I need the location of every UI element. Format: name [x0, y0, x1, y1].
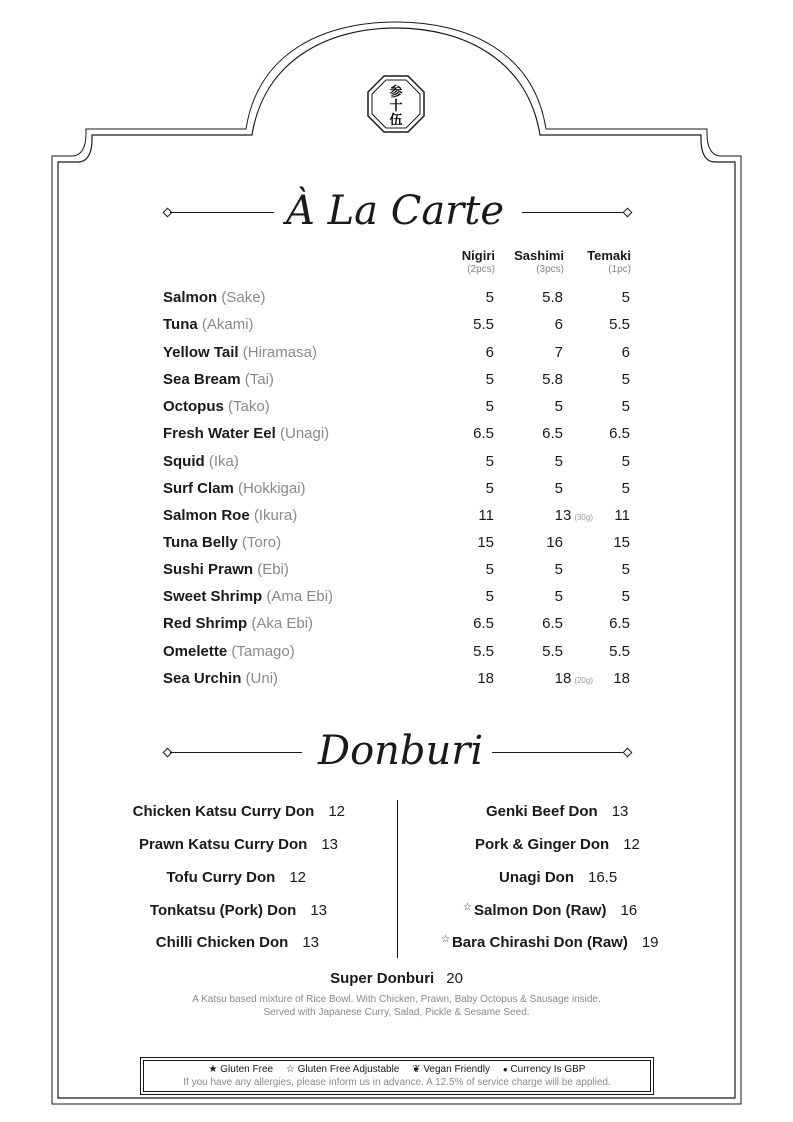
donburi-price: 19	[641, 934, 659, 951]
column-qty: (3pcs)	[536, 264, 564, 275]
price-nigiri: 15	[477, 534, 494, 551]
menu-item	[163, 507, 643, 527]
price-temaki: 6.5	[609, 425, 630, 442]
portion-note: (20g)	[574, 676, 593, 685]
donburi-item	[499, 869, 617, 886]
price-sashimi	[503, 615, 563, 632]
price-nigiri: 5	[485, 398, 494, 415]
item-japanese-name: (Ikura)	[253, 507, 298, 524]
donburi-name: Prawn Katsu Curry Don	[138, 836, 308, 853]
price-temaki: 6.5	[609, 615, 630, 632]
legend-label: Currency Is GBP	[510, 1064, 586, 1075]
price-nigiri: 6	[485, 344, 494, 361]
filled-star-icon: ★	[208, 1064, 218, 1075]
column-qty: (2pcs)	[467, 264, 495, 275]
item-japanese-name: (Hokkigai)	[238, 480, 306, 497]
menu-item	[163, 615, 643, 635]
item-name: Salmon	[163, 289, 218, 306]
price-sashimi-value: 16	[546, 534, 563, 551]
portion-note: (30g)	[574, 513, 593, 522]
price-sashimi	[503, 480, 563, 497]
item-japanese-name: (Ika)	[208, 453, 239, 470]
donburi-price: 12	[328, 803, 345, 820]
donburi-price: 13	[302, 934, 319, 951]
menu-item	[163, 425, 643, 445]
item-name: Omelette	[163, 643, 228, 660]
donburi-item	[441, 934, 659, 951]
item-name-wrap	[163, 316, 254, 333]
donburi-column-divider	[397, 800, 398, 958]
price-sashimi-value: 18	[554, 670, 572, 687]
heading-rule-right	[522, 212, 624, 213]
legend-label: Gluten Free	[220, 1064, 274, 1075]
price-sashimi-value: 5	[554, 561, 563, 578]
price-temaki: 11	[614, 507, 630, 524]
price-sashimi-value: 5	[554, 480, 563, 497]
price-temaki: 5	[621, 480, 630, 497]
price-sashimi	[503, 643, 563, 660]
donburi-name: Tofu Curry Don	[166, 869, 276, 886]
special-donburi	[0, 970, 793, 987]
price-sashimi-value: 13	[554, 507, 572, 524]
price-sashimi	[503, 316, 563, 333]
column-header-temaki	[551, 248, 631, 275]
donburi-item	[486, 803, 628, 820]
price-nigiri: 6.5	[473, 615, 494, 632]
item-japanese-name: (Uni)	[245, 670, 279, 687]
donburi-name: Bara Chirashi Don (Raw)	[451, 934, 628, 951]
price-nigiri: 5.5	[473, 316, 494, 333]
menu-item	[163, 316, 643, 336]
currency-icon: ●	[502, 1065, 508, 1074]
column-name: Temaki	[587, 248, 631, 263]
legend-gluten-free-adjustable	[286, 1064, 399, 1075]
item-name: Sweet Shrimp	[163, 588, 263, 605]
price-temaki: 5	[621, 398, 630, 415]
item-japanese-name: (Akami)	[201, 316, 254, 333]
donburi-item	[150, 902, 327, 919]
item-name-wrap	[163, 507, 297, 524]
item-name-wrap	[163, 670, 278, 687]
donburi-price: 13	[310, 902, 327, 919]
special-desc-line-2: Served with Japanese Curry, Salad, Pickle & Sesame Seed.	[263, 1007, 530, 1018]
price-sashimi	[503, 344, 563, 361]
price-sashimi	[503, 398, 563, 415]
price-sashimi-value: 5.5	[542, 643, 563, 660]
item-japanese-name: (Aka Ebi)	[251, 615, 314, 632]
column-qty: (1pc)	[608, 264, 631, 275]
price-sashimi	[503, 534, 563, 551]
donburi-item	[475, 836, 640, 853]
item-name-wrap	[163, 588, 333, 605]
item-name: Sea Urchin	[163, 670, 242, 687]
logo-char-3: 伍	[389, 113, 403, 128]
item-name: Sushi Prawn	[163, 561, 254, 578]
leaf-icon: ❦	[412, 1064, 421, 1075]
donburi-name: Unagi Don	[499, 869, 574, 886]
item-japanese-name: (Toro)	[241, 534, 282, 551]
donburi-name: Pork & Ginger Don	[475, 836, 610, 853]
special-desc-line-1: A Katsu based mixture of Rice Bowl. With Chicken, Prawn, Baby Octopus & Sausage inside.	[192, 994, 601, 1005]
price-temaki: 5.5	[609, 643, 630, 660]
item-name: Tuna Belly	[163, 534, 238, 551]
donburi-price: 12	[623, 836, 640, 853]
price-temaki: 5	[621, 453, 630, 470]
price-temaki: 5	[621, 289, 630, 306]
price-nigiri: 5	[485, 561, 494, 578]
price-sashimi	[503, 561, 563, 578]
menu-item	[163, 453, 643, 473]
special-name: Super Donburi	[330, 970, 435, 987]
item-name-wrap	[163, 453, 239, 470]
price-sashimi	[503, 588, 563, 605]
item-name: Yellow Tail	[163, 344, 239, 361]
price-nigiri: 5	[485, 588, 494, 605]
menu-item	[163, 588, 643, 608]
legend-label: Gluten Free Adjustable	[297, 1064, 400, 1075]
donburi-item	[166, 869, 306, 886]
heading-rule-left	[170, 752, 302, 753]
heading-rule-left	[170, 212, 274, 213]
legend-vegan-friendly	[412, 1064, 490, 1075]
item-name-wrap	[163, 534, 281, 551]
price-sashimi-value: 6.5	[542, 425, 563, 442]
price-sashimi-value: 5.8	[542, 371, 563, 388]
price-nigiri: 5	[485, 289, 494, 306]
donburi-price: 13	[321, 836, 338, 853]
menu-item	[163, 561, 643, 581]
price-temaki: 5.5	[609, 316, 630, 333]
price-temaki: 18	[613, 670, 630, 687]
outline-star-icon: ☆	[463, 902, 472, 913]
legend-label: Vegan Friendly	[423, 1064, 491, 1075]
donburi-price: 13	[611, 803, 629, 820]
price-temaki: 6	[621, 344, 630, 361]
item-name-wrap	[163, 344, 317, 361]
item-name: Fresh Water Eel	[163, 425, 276, 442]
dietary-legend	[140, 1064, 654, 1075]
price-sashimi-value: 5.8	[542, 289, 563, 306]
price-temaki: 5	[621, 371, 630, 388]
column-name: Sashimi	[514, 248, 564, 263]
item-japanese-name: (Tako)	[228, 398, 270, 415]
price-sashimi	[503, 289, 563, 306]
price-temaki: 5	[621, 561, 630, 578]
price-nigiri: 5.5	[473, 643, 494, 660]
legend-gluten-free	[209, 1064, 274, 1075]
column-header-nigiri	[415, 248, 495, 275]
donburi-price: 16.5	[588, 869, 618, 886]
item-name: Octopus	[163, 398, 224, 415]
menu-item	[163, 289, 643, 309]
item-japanese-name: (Unagi)	[280, 425, 330, 442]
item-japanese-name: (Tai)	[244, 371, 274, 388]
item-japanese-name: (Tamago)	[231, 643, 295, 660]
item-name-wrap	[163, 398, 270, 415]
price-sashimi-value: 6.5	[542, 615, 563, 632]
menu-item	[163, 670, 643, 690]
donburi-name: Chilli Chicken Don	[155, 934, 289, 951]
price-sashimi-value: 7	[554, 344, 563, 361]
heading-rule-right	[492, 752, 624, 753]
item-japanese-name: (Sake)	[221, 289, 266, 306]
price-sashimi-value: 5	[554, 453, 563, 470]
price-sashimi-value: 5	[554, 588, 563, 605]
restaurant-logo-icon	[366, 74, 426, 134]
item-name-wrap	[163, 289, 266, 306]
price-sashimi-value: 6	[554, 316, 563, 333]
allergy-note: If you have any allergies, please inform us in advance. A 12.5% of service charge will be applied.	[183, 1077, 611, 1088]
donburi-item	[156, 934, 319, 951]
logo-char-2: 十	[389, 99, 403, 114]
donburi-name: Tonkatsu (Pork) Don	[149, 902, 297, 919]
item-name: Squid	[163, 453, 205, 470]
donburi-price: 16	[620, 902, 638, 919]
price-nigiri: 6.5	[473, 425, 494, 442]
item-japanese-name: (Hiramasa)	[242, 344, 317, 361]
price-temaki: 15	[613, 534, 630, 551]
item-name-wrap	[163, 371, 274, 388]
item-name-wrap	[163, 480, 306, 497]
price-nigiri: 5	[485, 480, 494, 497]
price-sashimi-value: 5	[554, 398, 563, 415]
outline-star-icon: ☆	[441, 934, 450, 945]
menu-item	[163, 398, 643, 418]
donburi-item	[139, 836, 338, 853]
item-name: Red Shrimp	[163, 615, 248, 632]
price-nigiri: 11	[478, 507, 494, 524]
price-sashimi	[503, 453, 563, 470]
item-japanese-name: (Ebi)	[257, 561, 289, 578]
menu-item	[163, 643, 643, 663]
item-name: Salmon Roe	[163, 507, 250, 524]
legend-currency	[503, 1064, 586, 1075]
price-nigiri: 18	[477, 670, 494, 687]
menu-item	[163, 480, 643, 500]
price-temaki: 5	[621, 588, 630, 605]
price-nigiri: 5	[485, 453, 494, 470]
item-japanese-name: (Ama Ebi)	[266, 588, 334, 605]
alacarte-title: À La Carte	[286, 188, 505, 234]
outline-star-icon: ☆	[285, 1064, 295, 1075]
logo-char-1: 参	[389, 85, 403, 100]
donburi-item	[463, 902, 637, 919]
donburi-name: Salmon Don (Raw)	[473, 902, 607, 919]
item-name: Sea Bream	[163, 371, 241, 388]
special-price: 20	[446, 970, 463, 987]
special-description	[0, 993, 793, 1019]
item-name-wrap	[163, 643, 295, 660]
item-name-wrap	[163, 615, 313, 632]
menu-item	[163, 534, 643, 554]
column-name: Nigiri	[461, 248, 495, 263]
donburi-title: Donburi	[318, 728, 484, 774]
donburi-item	[133, 803, 345, 820]
item-name-wrap	[163, 425, 329, 442]
price-sashimi	[503, 425, 563, 442]
item-name-wrap	[163, 561, 289, 578]
price-sashimi	[503, 371, 563, 388]
item-name: Tuna	[163, 316, 198, 333]
price-nigiri: 5	[485, 371, 494, 388]
menu-item	[163, 344, 643, 364]
donburi-name: Genki Beef Don	[486, 803, 598, 820]
donburi-name: Chicken Katsu Curry Don	[132, 803, 315, 820]
donburi-price: 12	[289, 869, 306, 886]
menu-item	[163, 371, 643, 391]
item-name: Surf Clam	[163, 480, 234, 497]
